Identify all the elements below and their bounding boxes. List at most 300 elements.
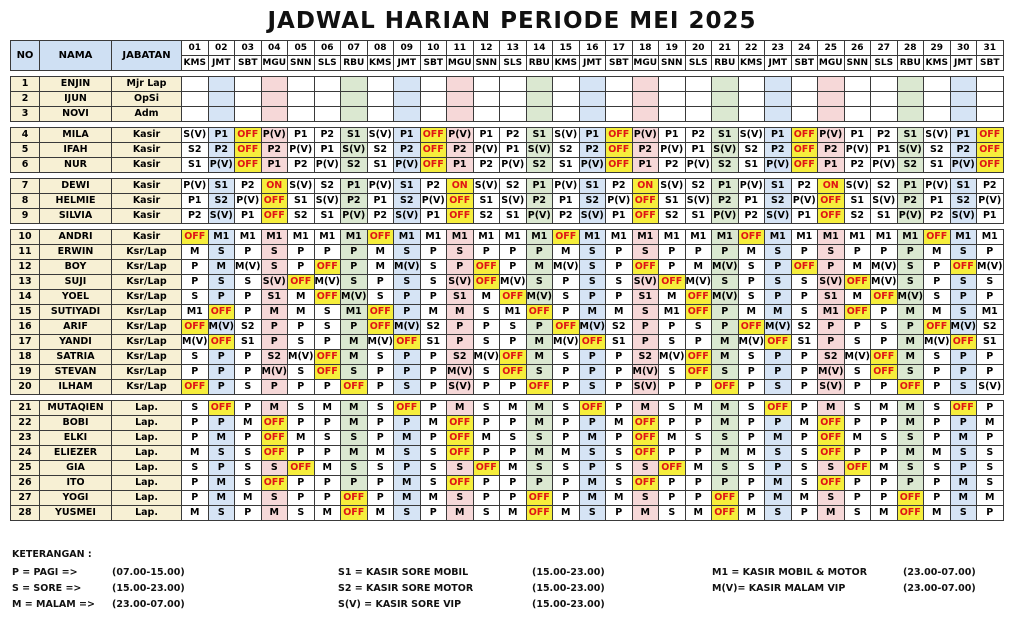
shift-cell: P bbox=[844, 245, 871, 260]
table-row bbox=[11, 476, 1004, 491]
day-number: 31 bbox=[977, 41, 1004, 56]
shift-cell bbox=[606, 92, 633, 107]
employee-name: SILVIA bbox=[40, 209, 112, 224]
shift-cell: P bbox=[659, 416, 686, 431]
day-name: KMS bbox=[738, 56, 765, 71]
shift-cell: P2 bbox=[288, 158, 315, 173]
shift-cell: S bbox=[738, 461, 765, 476]
shift-cell: P bbox=[791, 431, 818, 446]
shift-cell: P bbox=[394, 290, 421, 305]
shift-cell: P bbox=[288, 260, 315, 275]
employee-name: SATRIA bbox=[40, 350, 112, 365]
shift-cell: OFF bbox=[420, 158, 447, 173]
shift-cell: M bbox=[182, 506, 209, 521]
row-number: 4 bbox=[11, 128, 40, 143]
shift-cell: OFF bbox=[341, 506, 368, 521]
shift-cell: S bbox=[659, 335, 686, 350]
shift-cell: M1 bbox=[473, 230, 500, 245]
row-number: 24 bbox=[11, 446, 40, 461]
shift-cell: S bbox=[394, 245, 421, 260]
legend-heading: KETERANGAN : bbox=[12, 549, 92, 560]
shift-cell: P1 bbox=[367, 194, 394, 209]
shift-cell: OFF bbox=[526, 380, 553, 395]
shift-cell: M bbox=[977, 416, 1004, 431]
shift-cell: OFF bbox=[897, 380, 924, 395]
employee-name: BOBI bbox=[40, 416, 112, 431]
shift-cell: M bbox=[553, 245, 580, 260]
shift-cell: OFF bbox=[341, 380, 368, 395]
employee-role: Ksr/Lap bbox=[112, 275, 182, 290]
shift-cell: P bbox=[208, 416, 235, 431]
header-jabatan: JABATAN bbox=[112, 41, 182, 71]
shift-cell: P bbox=[394, 416, 421, 431]
shift-cell: P1 bbox=[738, 194, 765, 209]
shift-cell: S bbox=[314, 305, 341, 320]
shift-cell: P bbox=[208, 380, 235, 395]
shift-cell: OFF bbox=[765, 335, 792, 350]
legend-time: (15.00-23.00) bbox=[112, 583, 185, 594]
shift-cell: M bbox=[765, 491, 792, 506]
day-number: 07 bbox=[341, 41, 368, 56]
shift-cell bbox=[553, 77, 580, 92]
shift-cell: M bbox=[341, 416, 368, 431]
shift-cell: M bbox=[818, 506, 845, 521]
shift-cell: M bbox=[897, 401, 924, 416]
shift-cell: P bbox=[606, 401, 633, 416]
day-number: 24 bbox=[791, 41, 818, 56]
day-number: 11 bbox=[447, 41, 474, 56]
shift-cell: S1 bbox=[473, 194, 500, 209]
shift-cell: M1 bbox=[526, 230, 553, 245]
shift-cell: S bbox=[420, 260, 447, 275]
shift-cell: P bbox=[579, 416, 606, 431]
shift-cell bbox=[235, 92, 262, 107]
shift-cell: M(V) bbox=[871, 260, 898, 275]
shift-cell: P bbox=[606, 245, 633, 260]
shift-cell: M bbox=[632, 506, 659, 521]
shift-cell: M bbox=[738, 305, 765, 320]
shift-cell: P bbox=[367, 365, 394, 380]
shift-cell: P bbox=[950, 350, 977, 365]
row-number: 26 bbox=[11, 476, 40, 491]
shift-cell: S bbox=[341, 461, 368, 476]
shift-cell: P bbox=[314, 245, 341, 260]
shift-cell bbox=[447, 92, 474, 107]
shift-cell: S1 bbox=[447, 290, 474, 305]
shift-cell: S bbox=[844, 365, 871, 380]
shift-cell: OFF bbox=[447, 476, 474, 491]
table-row bbox=[11, 194, 1004, 209]
shift-cell: M bbox=[261, 305, 288, 320]
shift-cell: P bbox=[341, 476, 368, 491]
shift-cell: M(V) bbox=[765, 320, 792, 335]
shift-cell: S bbox=[791, 476, 818, 491]
shift-cell: OFF bbox=[818, 431, 845, 446]
shift-cell: S2 bbox=[447, 350, 474, 365]
shift-cell: P2 bbox=[950, 143, 977, 158]
shift-cell: P bbox=[659, 446, 686, 461]
day-name: SBT bbox=[420, 56, 447, 71]
row-number: 15 bbox=[11, 305, 40, 320]
shift-cell: P bbox=[288, 491, 315, 506]
shift-cell: S bbox=[367, 401, 394, 416]
shift-cell: S(V) bbox=[738, 128, 765, 143]
shift-cell: P bbox=[394, 461, 421, 476]
shift-cell: P bbox=[314, 380, 341, 395]
employee-role: Adm bbox=[112, 107, 182, 122]
shift-cell: P bbox=[924, 431, 951, 446]
row-number: 21 bbox=[11, 401, 40, 416]
shift-cell: P2 bbox=[367, 209, 394, 224]
shift-cell bbox=[526, 92, 553, 107]
shift-cell: M bbox=[950, 491, 977, 506]
shift-cell: M1 bbox=[261, 230, 288, 245]
shift-cell: S bbox=[447, 491, 474, 506]
shift-cell: P bbox=[420, 506, 447, 521]
shift-cell: S bbox=[553, 401, 580, 416]
day-name: SLS bbox=[500, 56, 527, 71]
shift-cell: S2 bbox=[659, 209, 686, 224]
shift-cell: S bbox=[738, 350, 765, 365]
shift-cell: P1 bbox=[208, 128, 235, 143]
shift-cell: P(V) bbox=[182, 179, 209, 194]
shift-cell: P bbox=[977, 506, 1004, 521]
shift-cell: P1 bbox=[818, 158, 845, 173]
shift-cell: S bbox=[182, 350, 209, 365]
shift-cell: S1 bbox=[235, 335, 262, 350]
shift-cell: OFF bbox=[791, 143, 818, 158]
shift-cell: S bbox=[685, 320, 712, 335]
employee-role: Kasir bbox=[112, 194, 182, 209]
shift-cell bbox=[288, 92, 315, 107]
row-number: 12 bbox=[11, 260, 40, 275]
shift-cell: P bbox=[579, 350, 606, 365]
shift-cell: M bbox=[579, 305, 606, 320]
row-number: 20 bbox=[11, 380, 40, 395]
shift-cell: S2 bbox=[712, 158, 739, 173]
shift-cell: S bbox=[685, 431, 712, 446]
shift-cell: M1 bbox=[235, 230, 262, 245]
shift-cell: ON bbox=[632, 179, 659, 194]
table-row bbox=[11, 77, 1004, 92]
shift-cell: M(V) bbox=[897, 290, 924, 305]
shift-cell bbox=[208, 77, 235, 92]
table-row bbox=[11, 245, 1004, 260]
shift-cell: S bbox=[579, 380, 606, 395]
shift-cell: M bbox=[738, 506, 765, 521]
shift-cell bbox=[950, 77, 977, 92]
table-row bbox=[11, 290, 1004, 305]
shift-cell: P bbox=[791, 365, 818, 380]
shift-cell: M1 bbox=[341, 305, 368, 320]
shift-cell bbox=[420, 77, 447, 92]
shift-cell: S bbox=[208, 446, 235, 461]
shift-cell: M(V) bbox=[500, 275, 527, 290]
shift-cell: P bbox=[924, 365, 951, 380]
shift-cell bbox=[341, 107, 368, 122]
shift-cell: M1 bbox=[314, 230, 341, 245]
table-row bbox=[11, 128, 1004, 143]
table-row bbox=[11, 209, 1004, 224]
shift-cell: P bbox=[738, 275, 765, 290]
day-number: 16 bbox=[579, 41, 606, 56]
shift-cell: OFF bbox=[447, 416, 474, 431]
table-row bbox=[11, 416, 1004, 431]
shift-cell: P bbox=[738, 416, 765, 431]
shift-cell bbox=[500, 92, 527, 107]
employee-role: Kasir bbox=[112, 128, 182, 143]
shift-cell: P bbox=[553, 431, 580, 446]
shift-cell: M bbox=[341, 446, 368, 461]
shift-cell: S bbox=[235, 446, 262, 461]
day-number: 02 bbox=[208, 41, 235, 56]
shift-cell: OFF bbox=[367, 320, 394, 335]
shift-cell: OFF bbox=[288, 275, 315, 290]
shift-cell: S bbox=[314, 431, 341, 446]
day-number: 13 bbox=[500, 41, 527, 56]
row-number: 8 bbox=[11, 194, 40, 209]
row-number: 28 bbox=[11, 506, 40, 521]
shift-cell bbox=[473, 77, 500, 92]
shift-cell: M1 bbox=[950, 230, 977, 245]
table-row bbox=[11, 275, 1004, 290]
shift-cell: S bbox=[261, 491, 288, 506]
shift-cell: S(V) bbox=[818, 275, 845, 290]
shift-cell: OFF bbox=[738, 230, 765, 245]
shift-cell bbox=[367, 92, 394, 107]
shift-cell: P bbox=[844, 476, 871, 491]
shift-cell: P bbox=[871, 416, 898, 431]
shift-cell: S bbox=[553, 350, 580, 365]
shift-cell: P(V) bbox=[897, 209, 924, 224]
shift-cell: M bbox=[924, 446, 951, 461]
shift-cell: OFF bbox=[712, 380, 739, 395]
shift-cell: P(V) bbox=[553, 179, 580, 194]
shift-cell bbox=[447, 107, 474, 122]
employee-name: BOY bbox=[40, 260, 112, 275]
shift-cell: OFF bbox=[553, 320, 580, 335]
shift-cell: P2 bbox=[765, 143, 792, 158]
shift-cell bbox=[977, 107, 1004, 122]
shift-cell: P1 bbox=[579, 128, 606, 143]
shift-cell: S1 bbox=[500, 209, 527, 224]
shift-cell: OFF bbox=[871, 290, 898, 305]
shift-cell: P(V) bbox=[500, 158, 527, 173]
employee-role: OpSi bbox=[112, 92, 182, 107]
shift-cell: M bbox=[420, 305, 447, 320]
shift-cell bbox=[897, 77, 924, 92]
shift-cell: M bbox=[473, 290, 500, 305]
shift-cell: P bbox=[685, 446, 712, 461]
shift-cell: P bbox=[871, 245, 898, 260]
shift-cell: M bbox=[261, 401, 288, 416]
employee-role: Ksr/Lap bbox=[112, 335, 182, 350]
shift-cell: M bbox=[871, 401, 898, 416]
shift-cell: M bbox=[950, 431, 977, 446]
shift-cell: M(V) bbox=[473, 350, 500, 365]
employee-role: Lap. bbox=[112, 446, 182, 461]
shift-cell: P bbox=[871, 380, 898, 395]
shift-cell: S bbox=[950, 245, 977, 260]
shift-cell: OFF bbox=[394, 401, 421, 416]
shift-cell: P bbox=[712, 305, 739, 320]
shift-cell bbox=[500, 107, 527, 122]
shift-cell: P(V) bbox=[685, 158, 712, 173]
shift-cell: S bbox=[818, 245, 845, 260]
shift-cell: P(V) bbox=[977, 194, 1004, 209]
legend-label: M(V)= KASIR MALAM VIP bbox=[712, 583, 846, 594]
day-number: 29 bbox=[924, 41, 951, 56]
shift-cell: S(V) bbox=[447, 380, 474, 395]
shift-cell: S bbox=[897, 431, 924, 446]
shift-cell: P bbox=[659, 245, 686, 260]
shift-cell: P bbox=[897, 476, 924, 491]
shift-cell: M bbox=[420, 491, 447, 506]
shift-cell: P bbox=[924, 416, 951, 431]
shift-cell: P bbox=[500, 446, 527, 461]
shift-cell bbox=[288, 107, 315, 122]
shift-cell: S2 bbox=[553, 143, 580, 158]
shift-cell: M bbox=[659, 431, 686, 446]
shift-cell: S bbox=[791, 275, 818, 290]
shift-cell: OFF bbox=[844, 305, 871, 320]
shift-cell: S bbox=[871, 320, 898, 335]
shift-cell: M1 bbox=[659, 305, 686, 320]
shift-cell: P bbox=[341, 260, 368, 275]
shift-cell bbox=[314, 77, 341, 92]
shift-cell bbox=[950, 107, 977, 122]
shift-cell bbox=[712, 92, 739, 107]
shift-cell bbox=[341, 77, 368, 92]
shift-cell: P(V) bbox=[473, 143, 500, 158]
shift-cell: M bbox=[897, 416, 924, 431]
employee-name: SUTIYADI bbox=[40, 305, 112, 320]
shift-cell: P(V) bbox=[765, 158, 792, 173]
day-name: SLS bbox=[314, 56, 341, 71]
table-row bbox=[11, 260, 1004, 275]
shift-cell: P bbox=[261, 335, 288, 350]
shift-cell: P(V) bbox=[394, 158, 421, 173]
shift-cell: P bbox=[447, 320, 474, 335]
shift-cell: OFF bbox=[871, 365, 898, 380]
table-row bbox=[11, 179, 1004, 194]
employee-name: ELKI bbox=[40, 431, 112, 446]
shift-cell: OFF bbox=[473, 260, 500, 275]
shift-cell: OFF bbox=[950, 335, 977, 350]
shift-cell: OFF bbox=[685, 365, 712, 380]
employee-name: NOVI bbox=[40, 107, 112, 122]
shift-cell: M(V) bbox=[579, 320, 606, 335]
shift-cell bbox=[871, 107, 898, 122]
employee-role: Lap. bbox=[112, 416, 182, 431]
shift-cell: M bbox=[579, 476, 606, 491]
shift-cell: S(V) bbox=[632, 380, 659, 395]
shift-cell bbox=[182, 107, 209, 122]
shift-cell: M bbox=[447, 506, 474, 521]
shift-cell bbox=[394, 92, 421, 107]
shift-cell: M bbox=[844, 290, 871, 305]
shift-cell: OFF bbox=[685, 290, 712, 305]
shift-cell bbox=[844, 107, 871, 122]
shift-cell: M(V) bbox=[526, 290, 553, 305]
shift-cell: P bbox=[500, 416, 527, 431]
shift-cell: P bbox=[844, 416, 871, 431]
shift-cell: P bbox=[712, 320, 739, 335]
shift-cell: P bbox=[447, 260, 474, 275]
shift-cell: OFF bbox=[367, 305, 394, 320]
shift-cell: S2 bbox=[500, 179, 527, 194]
shift-cell: P bbox=[235, 245, 262, 260]
shift-cell: P2 bbox=[897, 194, 924, 209]
shift-cell bbox=[632, 77, 659, 92]
shift-cell: P bbox=[897, 245, 924, 260]
employee-name: ARIF bbox=[40, 320, 112, 335]
shift-cell: M bbox=[367, 446, 394, 461]
shift-cell: P bbox=[871, 335, 898, 350]
shift-cell: P2 bbox=[791, 179, 818, 194]
shift-cell: P bbox=[977, 350, 1004, 365]
shift-cell: P bbox=[791, 506, 818, 521]
shift-cell: OFF bbox=[950, 260, 977, 275]
shift-cell: P bbox=[288, 320, 315, 335]
shift-cell: P2 bbox=[579, 143, 606, 158]
day-name: RBU bbox=[712, 56, 739, 71]
shift-cell: S bbox=[394, 506, 421, 521]
shift-cell: OFF bbox=[844, 461, 871, 476]
shift-cell: S2 bbox=[182, 143, 209, 158]
shift-cell: OFF bbox=[182, 380, 209, 395]
row-number: 9 bbox=[11, 209, 40, 224]
employee-role: Ksr/Lap bbox=[112, 245, 182, 260]
shift-cell: OFF bbox=[632, 260, 659, 275]
shift-cell: S bbox=[288, 401, 315, 416]
day-name: MGU bbox=[632, 56, 659, 71]
shift-cell bbox=[765, 92, 792, 107]
shift-cell: OFF bbox=[208, 401, 235, 416]
shift-cell: P bbox=[288, 245, 315, 260]
shift-cell: S2 bbox=[950, 194, 977, 209]
shift-cell: S1 bbox=[738, 158, 765, 173]
row-number: 6 bbox=[11, 158, 40, 173]
shift-cell: P bbox=[977, 290, 1004, 305]
shift-cell: M(V) bbox=[553, 260, 580, 275]
shift-cell: M bbox=[394, 476, 421, 491]
shift-cell: M bbox=[314, 506, 341, 521]
shift-cell: M bbox=[659, 290, 686, 305]
shift-cell: OFF bbox=[447, 194, 474, 209]
shift-cell: OFF bbox=[632, 209, 659, 224]
shift-cell: P bbox=[685, 491, 712, 506]
shift-cell: M bbox=[500, 401, 527, 416]
shift-cell: OFF bbox=[924, 230, 951, 245]
shift-cell: M bbox=[791, 416, 818, 431]
shift-cell: OFF bbox=[420, 143, 447, 158]
shift-cell: P2 bbox=[261, 143, 288, 158]
shift-cell: OFF bbox=[818, 416, 845, 431]
shift-cell: P bbox=[897, 320, 924, 335]
legend-time: (15.00-23.00) bbox=[532, 567, 605, 578]
shift-cell: P bbox=[553, 305, 580, 320]
day-number: 06 bbox=[314, 41, 341, 56]
shift-cell: OFF bbox=[659, 275, 686, 290]
shift-cell: OFF bbox=[208, 305, 235, 320]
shift-cell: OFF bbox=[314, 350, 341, 365]
shift-cell: S(V) bbox=[473, 179, 500, 194]
shift-cell: P bbox=[341, 245, 368, 260]
shift-cell: M bbox=[738, 446, 765, 461]
employee-role: Lap. bbox=[112, 491, 182, 506]
day-number: 23 bbox=[765, 41, 792, 56]
